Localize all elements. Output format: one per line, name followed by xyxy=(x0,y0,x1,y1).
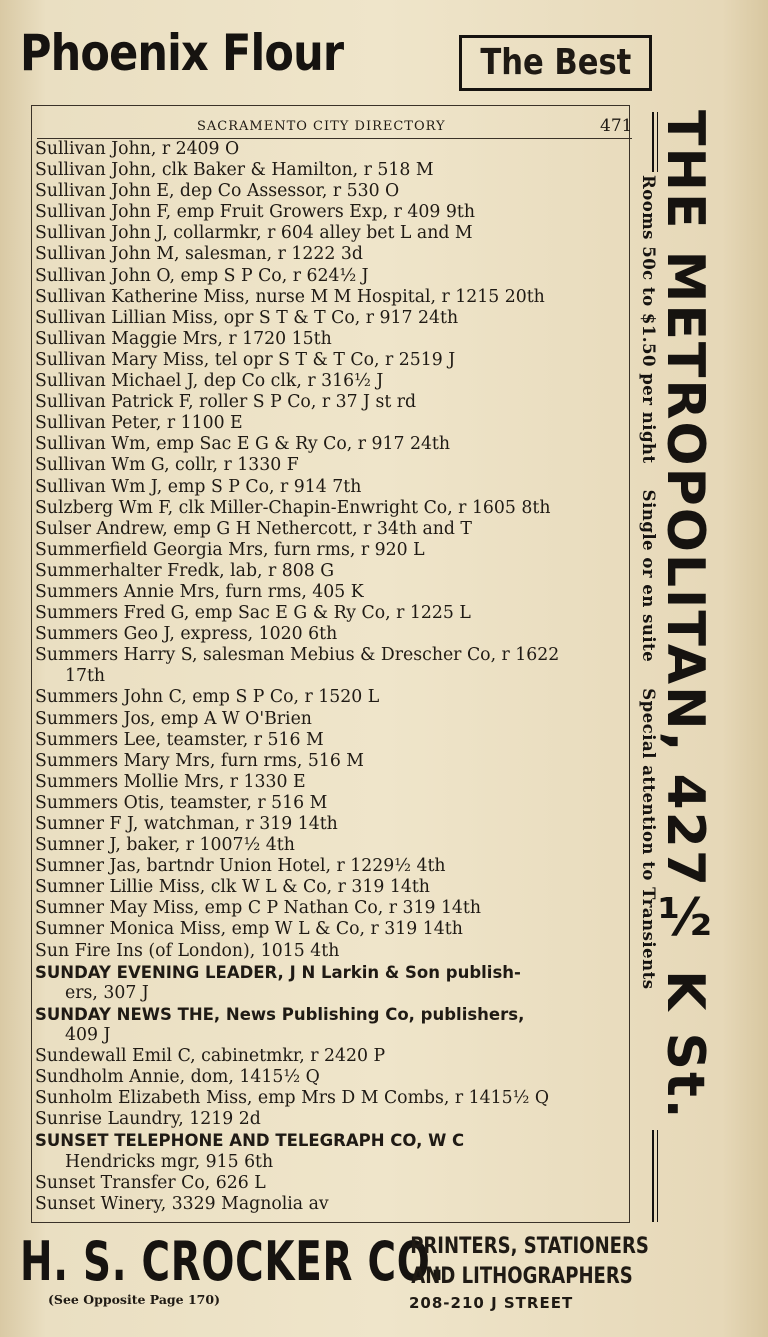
rooms-line: Rooms 50c to $1.50 per night xyxy=(639,175,658,464)
metropolitan-heading: THE METROPOLITAN, 427½ K St. xyxy=(655,110,715,1121)
directory-entry: Sunset Transfer Co, 626 L xyxy=(35,1172,266,1193)
phoenix-flour-heading: Phoenix Flour xyxy=(20,24,344,82)
the-best-box: The Best xyxy=(459,35,652,91)
directory-entry: Sundholm Annie, dom, 1415½ Q xyxy=(35,1067,320,1088)
transients-line: Special attention to Transients xyxy=(639,688,658,990)
trade-description xyxy=(384,1232,661,1292)
directory-entry: Sunholm Elizabeth Miss, emp Mrs D M Combs, r 1415½ Q xyxy=(35,1088,550,1109)
directory-entry: Sullivan John M, salesman, r 1222 3d xyxy=(35,244,363,265)
directory-entry: Summers Fred G, emp Sac E G & Ry Co, r 1225 L xyxy=(35,603,471,624)
directory-entry: SUNSET TELEPHONE AND TELEGRAPH CO, W C xyxy=(35,1131,465,1151)
entry-continuation: Hendricks mgr, 915 6th xyxy=(65,1151,274,1172)
running-head xyxy=(37,116,632,139)
directory-entry: Summerhalter Fredk, lab, r 808 G xyxy=(35,560,335,581)
directory-entry: Sullivan John, clk Baker & Hamilton, r 518 M xyxy=(35,160,434,181)
directory-entry: Sullivan John F, emp Fruit Growers Exp, r 409 9th xyxy=(35,202,475,223)
directory-entry: Sullivan Patrick F, roller S P Co, r 37 J st rd xyxy=(35,392,417,413)
directory-entry: Sumner Monica Miss, emp W L & Co, r 319 14th xyxy=(35,919,463,940)
directory-entry: Summers Mary Mrs, furn rms, 516 M xyxy=(35,750,365,771)
directory-entry: Sumner Jas, bartndr Union Hotel, r 1229½ 4th xyxy=(35,856,446,877)
directory-entry: Sullivan Peter, r 1100 E xyxy=(35,413,243,434)
directory-entry: Sunset Winery, 3329 Magnolia av xyxy=(35,1193,329,1214)
directory-entry: Sulzberg Wm F, clk Miller-Chapin-Enwright Co, r 1605 8th xyxy=(35,497,551,518)
directory-entry: Sullivan Katherine Miss, nurse M M Hospital, r 1215 20th xyxy=(35,286,545,307)
entry-continuation: 409 J xyxy=(65,1024,111,1045)
directory-entries xyxy=(35,139,630,1215)
directory-entry: Summers Harry S, salesman Mebius & Drescher Co, r 1622 xyxy=(35,645,560,666)
directory-entry: Sullivan Maggie Mrs, r 1720 15th xyxy=(35,328,332,349)
crocker-address: 208-210 J STREET xyxy=(409,1294,574,1312)
directory-entry: Sumner F J, watchman, r 319 14th xyxy=(35,814,338,834)
suite-line: Single or en suite xyxy=(639,489,658,663)
metropolitan-details xyxy=(639,175,658,990)
directory-entry: Summers John C, emp S P Co, r 1520 L xyxy=(35,687,380,708)
crocker-company-name: H. S. CROCKER CO. xyxy=(20,1230,446,1293)
directory-entry: Sumner Lillie Miss, clk W L & Co, r 319 14th xyxy=(35,877,430,898)
entry-continuation: ers, 307 J xyxy=(65,982,149,1003)
directory-entry: Sullivan Wm J, emp S P Co, r 914 7th xyxy=(35,476,362,497)
top-advertisement xyxy=(0,18,768,98)
directory-entry: Sunrise Laundry, 1219 2d xyxy=(35,1109,261,1130)
directory-entry: Sun Fire Ins (of London), 1015 4th xyxy=(35,940,340,961)
directory-entry: Sullivan Wm, emp Sac E G & Ry Co, r 917 24th xyxy=(35,434,451,455)
side-rule-bottom xyxy=(652,1130,658,1222)
directory-entry: Summers Jos, emp A W O'Brien xyxy=(35,708,312,729)
directory-entry: Sullivan Wm G, collr, r 1330 F xyxy=(35,455,299,476)
directory-entry: Sullivan Lillian Miss, opr S T & T Co, r 917 24th xyxy=(35,307,459,328)
directory-entry: Sundewall Emil C, cabinetmkr, r 2420 P xyxy=(35,1046,386,1067)
directory-entry: Sumner J, baker, r 1007½ 4th xyxy=(35,835,295,856)
directory-entry: SUNDAY EVENING LEADER, J N Larkin & Son publish- xyxy=(35,962,521,982)
directory-title: SACRAMENTO CITY DIRECTORY xyxy=(197,119,446,134)
directory-entry: Summers Lee, teamster, r 516 M xyxy=(35,729,324,750)
trade-line-1: PRINTERS, STATIONERS xyxy=(410,1234,649,1259)
directory-entry: Summers Annie Mrs, furn rms, 405 K xyxy=(35,581,364,602)
directory-entry: Sullivan John O, emp S P Co, r 624½ J xyxy=(35,265,369,286)
directory-entry: Sullivan John J, collarmkr, r 604 alley bet L and M xyxy=(35,223,473,244)
entry-continuation: 17th xyxy=(65,666,106,687)
trade-line-2: AND LITHOGRAPHERS xyxy=(411,1264,634,1289)
directory-entry: Sulser Andrew, emp G H Nethercott, r 34th and T xyxy=(35,518,472,539)
directory-entry: Summers Mollie Mrs, r 1330 E xyxy=(35,771,306,792)
directory-entry: Sullivan Michael J, dep Co clk, r 316½ J xyxy=(35,371,384,392)
see-opposite-note: (See Opposite Page 170) xyxy=(48,1292,220,1307)
bottom-advertisement xyxy=(0,1226,768,1337)
directory-entry: Summerfield Georgia Mrs, furn rms, r 920 L xyxy=(35,539,425,560)
directory-entry: Sullivan Mary Miss, tel opr S T & T Co, r 2519 J xyxy=(35,349,456,370)
directory-entry: Sullivan John, r 2409 O xyxy=(35,139,240,159)
directory-entry: Summers Otis, teamster, r 516 M xyxy=(35,792,328,813)
page-number: 471 xyxy=(600,116,633,136)
directory-entry: Sullivan John E, dep Co Assessor, r 530 O xyxy=(35,181,400,202)
directory-entry: SUNDAY NEWS THE, News Publishing Co, publishers, xyxy=(35,1004,525,1024)
directory-entry: Summers Geo J, express, 1020 6th xyxy=(35,624,338,645)
directory-entry: Sumner May Miss, emp C P Nathan Co, r 319 14th xyxy=(35,898,482,919)
